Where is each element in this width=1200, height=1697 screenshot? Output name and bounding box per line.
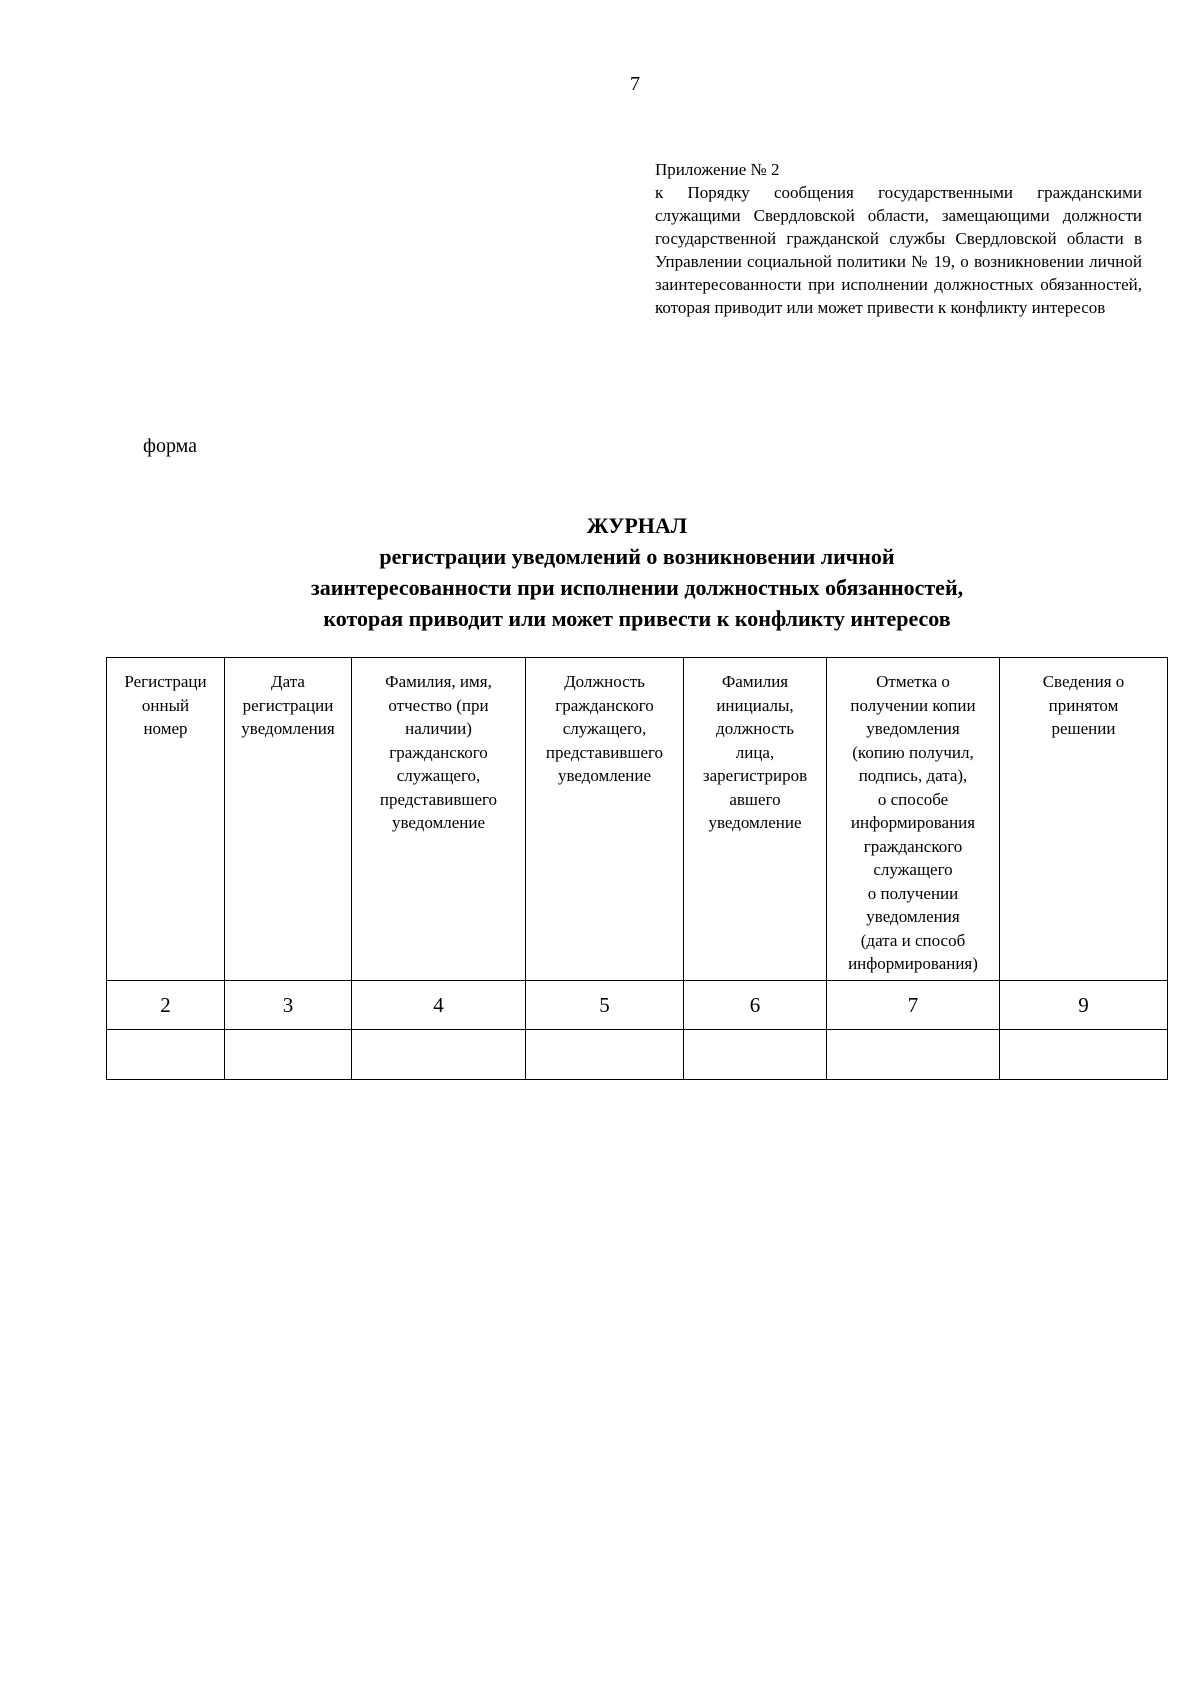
- header-text-line: о получении: [867, 883, 959, 903]
- column-number-cell: 3: [225, 981, 352, 1030]
- header-text-line: номер: [143, 719, 188, 738]
- header-text-line: представившего: [379, 789, 498, 809]
- header-text-line: Сведения о: [1042, 672, 1125, 691]
- header-text-line: служащего: [873, 860, 953, 879]
- header-employee-position: [526, 658, 684, 981]
- column-number-cell: 2: [107, 981, 225, 1030]
- header-text-line: уведомления: [866, 907, 960, 926]
- journal-subtitle-line-1: регистрации уведомлений о возникновении личной: [379, 544, 895, 569]
- appendix-body: к Порядку сообщения государственными гражданскими служащими Свердловской области, замещающими должности государственной гражданской службы Свердловской области в Управлении социальной политики № 19, о возникновении личной заинтересованности при исполнении должностных обязанностей, которая приводит или может привести к конфликту интересов: [655, 183, 1142, 317]
- journal-heading: [107, 510, 1167, 634]
- header-registration-number: [107, 658, 225, 981]
- journal-subtitle-line-2: заинтересованности при исполнении должностных обязанностей,: [310, 575, 964, 600]
- column-number-cell: 4: [352, 981, 526, 1030]
- column-number-cell: 9: [1000, 981, 1168, 1030]
- form-label: форма: [143, 435, 198, 457]
- header-text-line: инициалы,: [716, 695, 794, 715]
- header-text-line: уведомления: [866, 719, 960, 738]
- empty-cell: [827, 1030, 1000, 1080]
- header-text-line: авшего: [729, 789, 781, 809]
- header-text-line: должность: [716, 719, 794, 738]
- header-text-line: Регистраци: [124, 672, 207, 691]
- column-number-cell: 7: [827, 981, 1000, 1030]
- header-text-line: служащего,: [562, 719, 647, 738]
- header-copy-receipt: [827, 658, 1000, 981]
- header-text-line: информирования): [848, 954, 978, 973]
- page-number: 7: [630, 73, 640, 95]
- empty-cell: [352, 1030, 526, 1080]
- header-text-line: уведомления: [241, 719, 335, 738]
- journal-table: [106, 657, 1168, 1080]
- empty-cell: [526, 1030, 684, 1080]
- empty-cell: [1000, 1030, 1168, 1080]
- header-text-line: информирования: [850, 813, 976, 832]
- header-registration-date: [225, 658, 352, 981]
- header-text-line: уведомление: [557, 766, 652, 785]
- journal-subtitle-line-3: которая приводит или может привести к конфликту интересов: [323, 606, 951, 631]
- empty-cell: [684, 1030, 827, 1080]
- header-text-line: Должность: [564, 672, 645, 691]
- column-number-row: [107, 981, 1168, 1030]
- header-text-line: лица,: [735, 742, 775, 762]
- header-text-line: получении копии: [850, 695, 976, 715]
- header-text-line: Фамилия, имя,: [385, 672, 492, 691]
- header-text-line: наличии): [405, 719, 472, 738]
- column-number-cell: 6: [684, 981, 827, 1030]
- empty-cell: [225, 1030, 352, 1080]
- appendix-title: Приложение № 2: [655, 160, 780, 179]
- header-text-line: Фамилия: [721, 672, 789, 691]
- journal-title: ЖУРНАЛ: [586, 513, 688, 538]
- header-text-line: гражданского: [389, 742, 488, 762]
- header-text-line: гражданского: [555, 695, 654, 715]
- appendix-note: [655, 158, 1142, 319]
- header-text-line: уведомление: [391, 813, 486, 832]
- header-text-line: служащего,: [396, 766, 481, 785]
- header-text-line: подпись, дата),: [858, 766, 968, 785]
- header-text-line: Отметка о: [876, 672, 950, 691]
- header-text-line: принятом: [1048, 695, 1119, 715]
- empty-cell: [107, 1030, 225, 1080]
- header-text-line: (дата и способ: [860, 930, 966, 950]
- header-text-line: Дата: [271, 672, 305, 691]
- header-text-line: гражданского: [863, 836, 963, 856]
- header-employee-name: [352, 658, 526, 981]
- header-text-line: уведомление: [708, 813, 802, 832]
- header-text-line: решении: [1051, 719, 1116, 738]
- header-text-line: онный: [141, 695, 190, 715]
- header-text-line: (копию получил,: [852, 742, 974, 762]
- column-number-cell: 5: [526, 981, 684, 1030]
- header-text-line: о способе: [877, 789, 949, 809]
- header-text-line: представившего: [545, 742, 664, 762]
- header-text-line: регистрации: [242, 695, 334, 715]
- empty-entry-row: [107, 1030, 1168, 1080]
- header-text-line: зарегистриров: [702, 766, 808, 785]
- header-decision: [1000, 658, 1168, 981]
- header-row: [107, 658, 1168, 981]
- header-registrar: [684, 658, 827, 981]
- header-text-line: отчество (при: [388, 695, 489, 715]
